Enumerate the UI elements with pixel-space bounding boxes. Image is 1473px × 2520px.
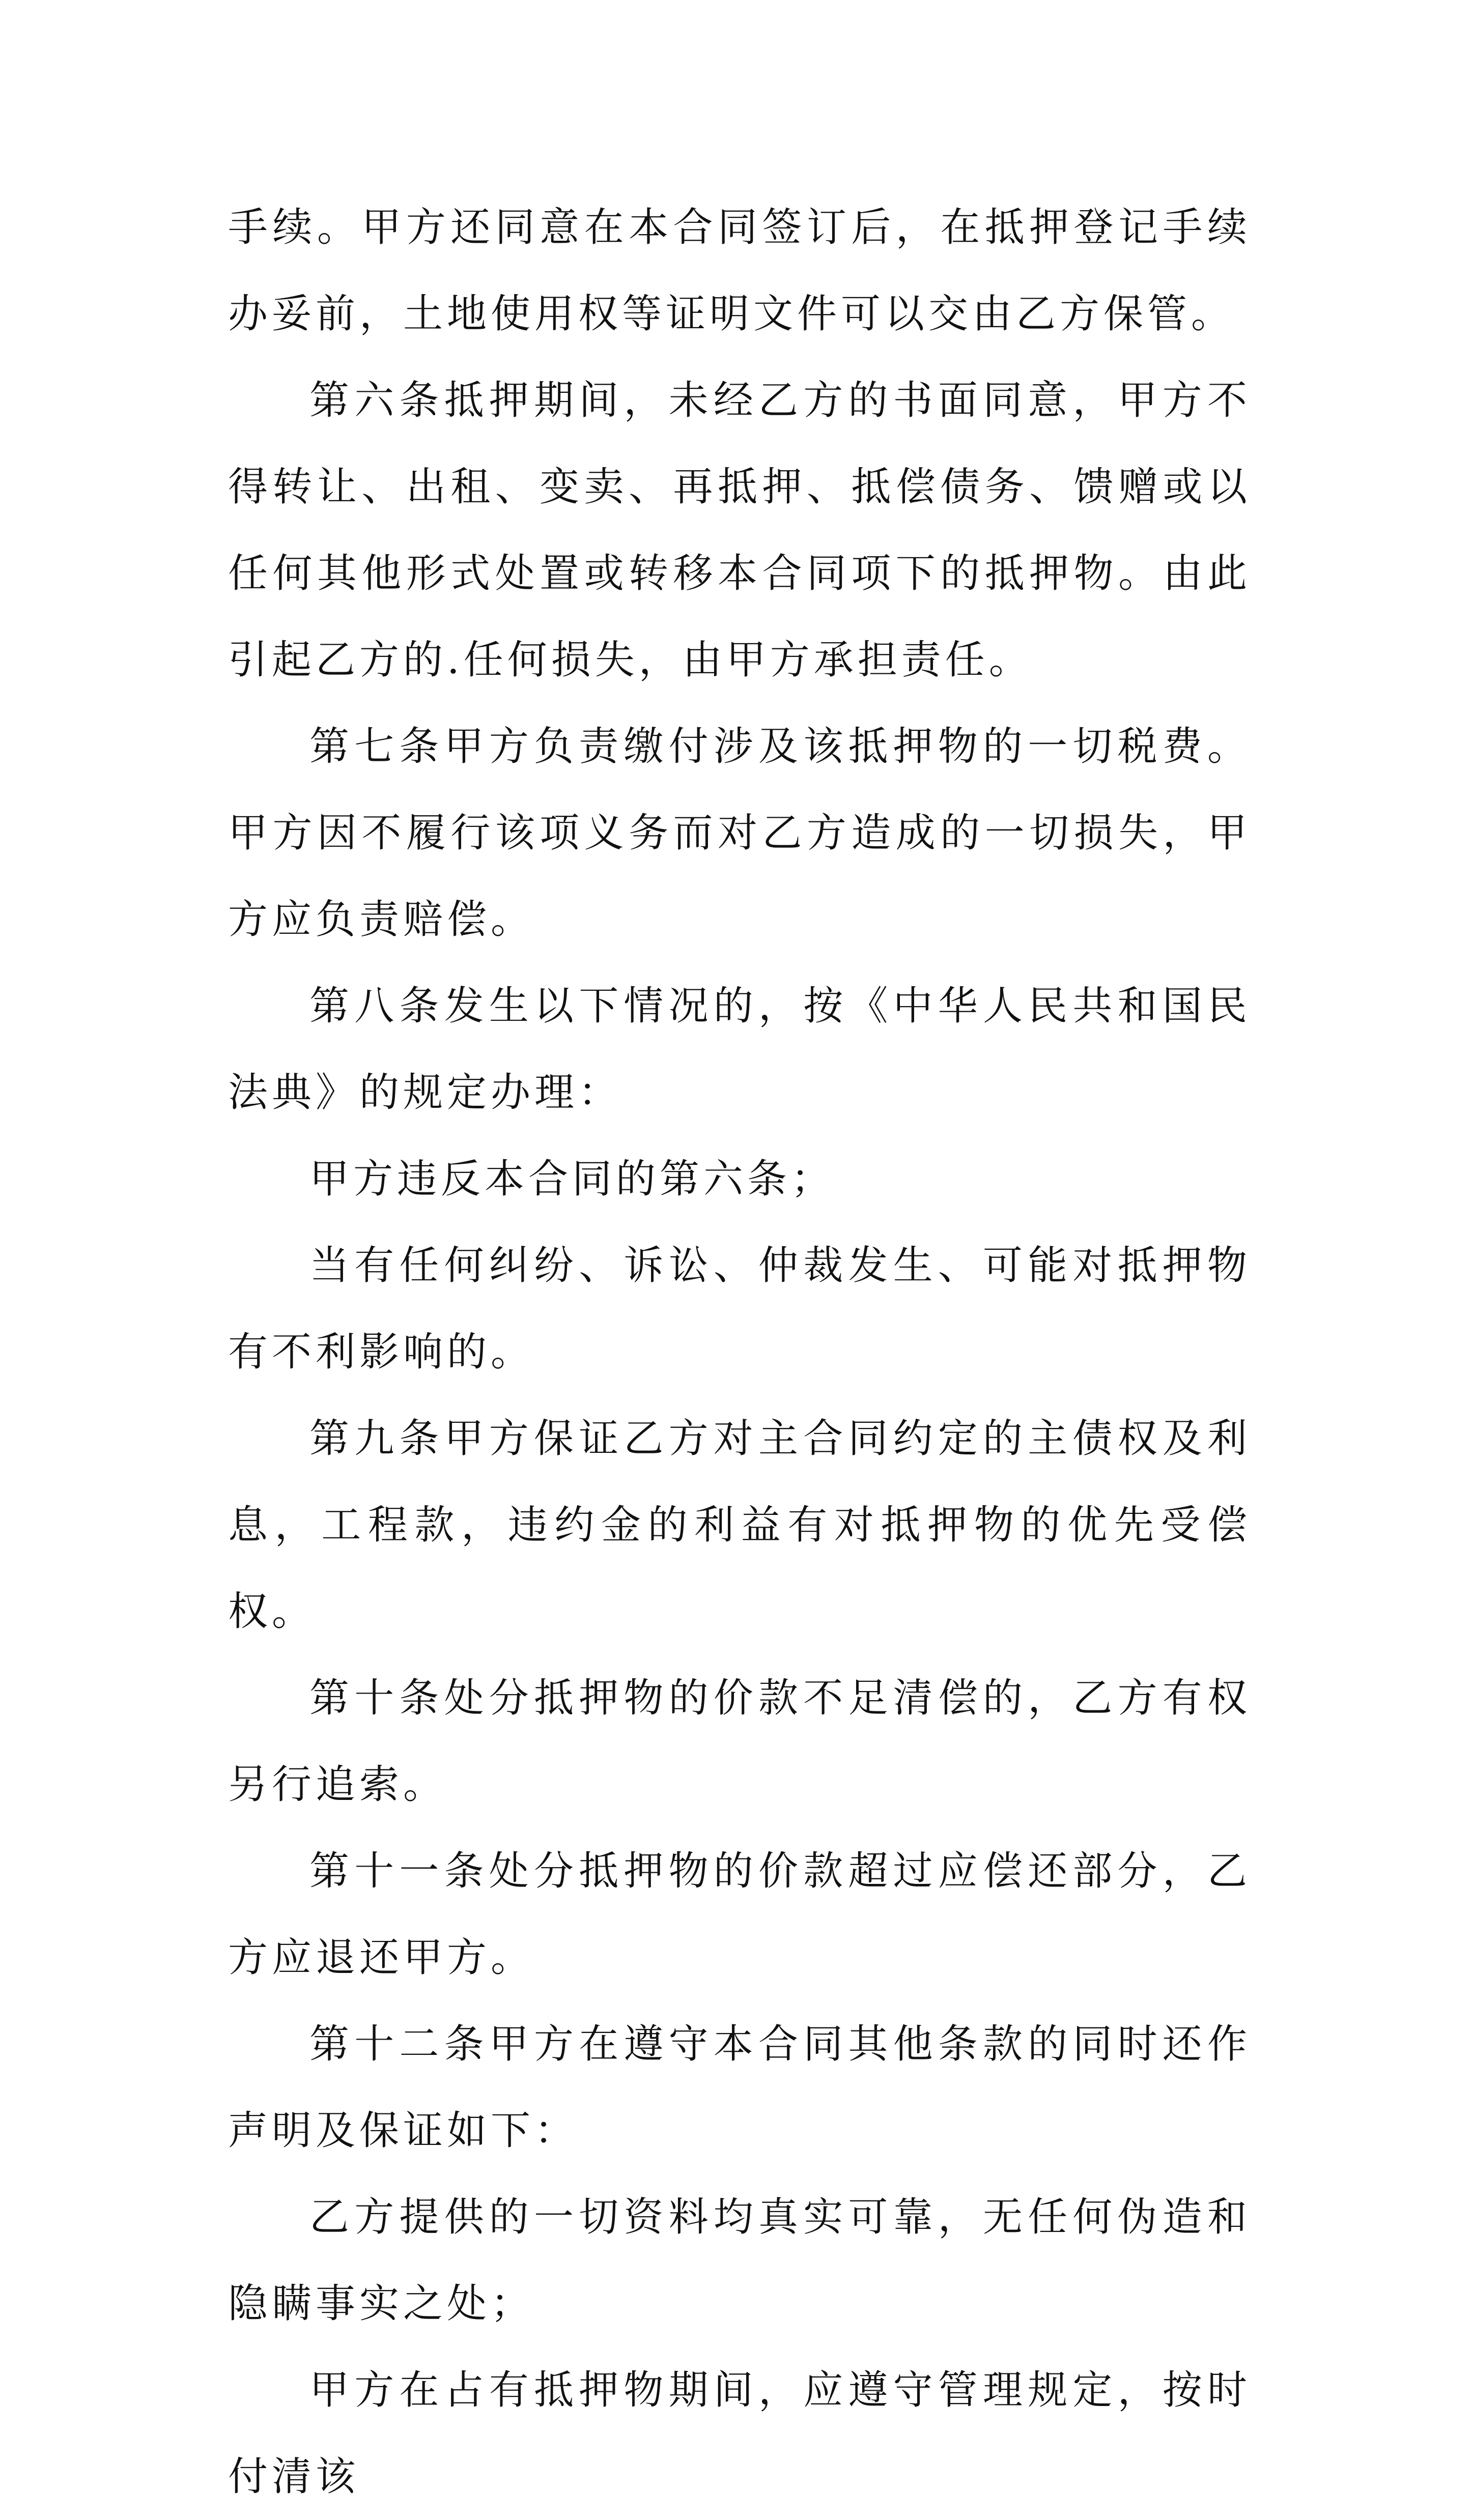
paragraph-article-11: 第十一条处分抵押物的价款超过应偿还部分，乙方应退还甲方。 bbox=[228, 1848, 1251, 1981]
paragraph-article-10: 第十条处分抵押物的价款不足清偿的，乙方有权另行追索。 bbox=[228, 1675, 1251, 1808]
paragraph-article-12-item-1: 乙方提供的一切资料均真实可靠，无任何伪造和隐瞒事实之处； bbox=[228, 2194, 1251, 2327]
paragraph-article-9: 第九条甲方保证乙方对主合同约定的主债权及利息，工程款，违约金的利益有对抵押物的优先受偿权。 bbox=[228, 1416, 1251, 1635]
contract-body bbox=[228, 184, 1251, 2520]
paragraph-1: 手续。甲方还同意在本合同签订后，在抵押登记手续办妥前，土地使用权等证明文件可以交由乙方保管。 bbox=[228, 205, 1251, 337]
paragraph-article-6: 第六条抵押期间，未经乙方的书面同意，甲方不得转让、出租、变卖、再抵押、抵偿债务、馈赠或以任何其他形式处置或转移本合同项下的抵押物。由此引起乙方的.任何损失，由甲方承担责任。 bbox=[228, 378, 1251, 683]
paragraph-article-8-item-2: 当有任何纠纷、诉讼、仲裁发生、可能对抵押物有不利影响的。 bbox=[228, 1243, 1251, 1375]
paragraph-article-7: 第七条甲方负责缴付涉及该抵押物的一切税费。甲方因不履行该项义务而对乙方造成的一切损失，甲方应负责赔偿。 bbox=[228, 724, 1251, 942]
paragraph-article-8: 第八条发生以下情况的，按《中华人民共和国民法典》的规定办理： bbox=[228, 983, 1251, 1115]
paragraph-article-12: 第十二条甲方在遵守本合同其他条款的同时还作声明及保证如下： bbox=[228, 2021, 1251, 2154]
paragraph-article-12-item-2: 甲方在占有抵押物期间，应遵守管理规定，按时付清该 bbox=[228, 2367, 1251, 2500]
paragraph-article-8-item-1: 甲方违反本合同的第六条； bbox=[309, 1156, 835, 1202]
